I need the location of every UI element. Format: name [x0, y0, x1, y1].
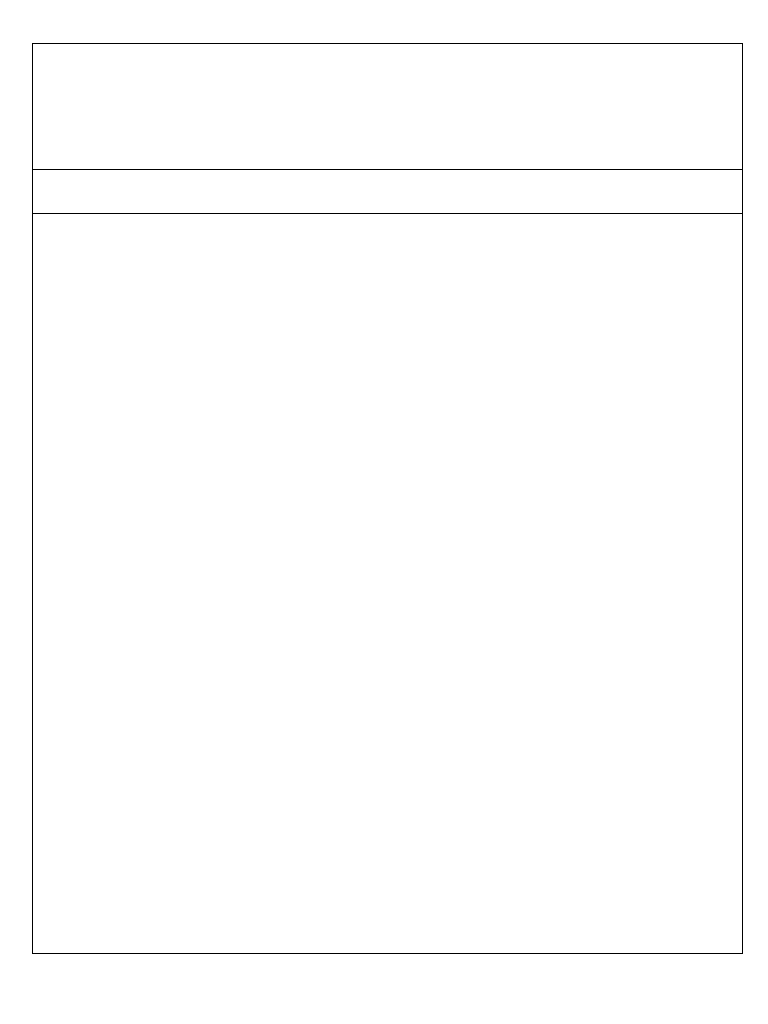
disease-title-box [33, 170, 742, 214]
document-header [33, 44, 742, 170]
ppk-document [32, 43, 743, 954]
